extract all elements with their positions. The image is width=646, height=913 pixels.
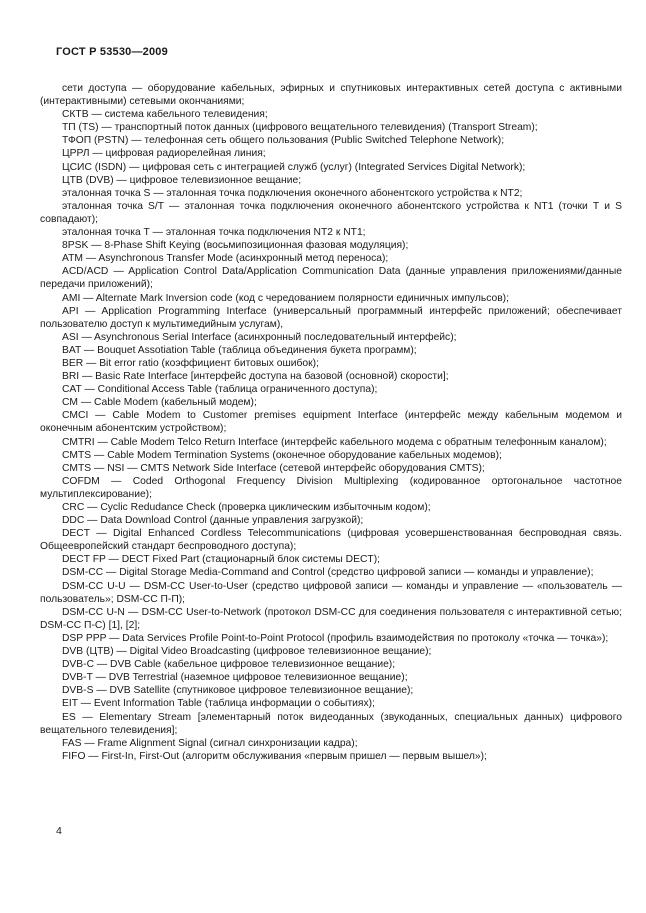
list-item: ЦСИС (ISDN) — цифровая сеть с интеграцией служб (услуг) (Integrated Services Digital Network); (62, 161, 526, 173)
list-item: BER — Bit error ratio (коэффициент битовых ошибок); (62, 357, 319, 369)
list-item: BAT — Bouquet Assotiation Table (таблица объединения букета программ); (62, 344, 417, 356)
list-item: CAT — Conditional Access Table (таблица ограниченного доступа); (62, 384, 378, 396)
list-item: AMI — Alternate Mark Inversion code (код с чередованием полярности единичных импульсов); (62, 292, 509, 304)
list-item: СКТВ — система кабельного телевидения; (62, 109, 268, 121)
list-item: CMCI — Cable Modem to Customer premises equipment Interface (интерфейс между кабельным модемом и оконечным абонентским устройством); (40, 410, 622, 435)
list-item: CMTRI — Cable Modem Telco Return Interface (интерфейс кабельного модема с обратным телефонным каналом); (62, 436, 607, 448)
list-item: DVB-T — DVB Terrestrial (наземное цифровое телевизионное вещание); (62, 672, 408, 684)
list-item: FIFO — First-In, First-Out (алгоритм обслуживания «первым пришел — первым вышел»); (62, 750, 487, 762)
list-item: DECT — Digital Enhanced Cordless Telecommunications (цифровая усовершенствованная беспроводная связь. Общеевропейский стандарт беспроводного доступа); (40, 528, 622, 553)
list-item: 8PSK — 8-Phase Shift Keying (восьмипозиционная фазовая модуляция); (62, 240, 409, 252)
list-item: эталонная точка Т — эталонная точка подключения NT2 к NT1; (62, 227, 366, 239)
list-item: DSM-CC U-N — DSM-CC User-to-Network (протокол DSM-CC для соединения пользователя с интерактивной сетью; DSM-CC П-С) [1], [2]; (40, 606, 622, 631)
list-item: CMTS — Cable Modem Termination Systems (оконечное оборудование кабельных модемов); (62, 449, 502, 461)
list-item: ТП (TS) — транспортный поток данных (цифрового вещательного телевидения) (Transport Stream); (62, 122, 538, 134)
list-item: DSM-CC — Digital Storage Media-Command and Control (средство цифровой записи — команды и управление); (62, 567, 594, 579)
list-item: ES — Elementary Stream [элементарный поток видеоданных (звукоданных, специальных данных) цифрового вещательного телевидения]; (40, 711, 622, 736)
list-item: ATM — Asynchronous Transfer Mode (асинхронный метод переноса); (62, 253, 389, 265)
list-item: сети доступа — оборудование кабельных, эфирных и спутниковых интерактивных сетей доступа с активными (интерактивными) сетевыми окончаниями; (40, 83, 622, 108)
page-number: 4 (56, 825, 62, 837)
list-item: ASI — Asynchronous Serial Interface (асинхронный последовательный интерфейс); (62, 331, 457, 343)
document-header: ГОСТ Р 53530—2009 (56, 46, 168, 58)
list-item: CM — Cable Modem (кабельный модем); (62, 397, 257, 409)
list-item: эталонная точка S/T — эталонная точка подключения оконечного абонентского устройства к NT1 (точки Т и S совпадают); (40, 200, 622, 225)
list-item: ЦРРЛ — цифровая радиорелейная линия; (62, 148, 266, 160)
list-item: DDC — Data Download Control (данные управления загрузкой); (62, 515, 364, 527)
list-item: DSM-CC U-U — DSM-CC User-to-User (средство цифровой записи — команды и управление — «пользователь — пользователь»; DSM-CC П-П); (40, 580, 622, 605)
list-item: EIT — Event Information Table (таблица информации о событиях); (62, 698, 375, 710)
list-item: ЦТВ (DVB) — цифровое телевизионное вещание; (62, 174, 302, 186)
list-item: ТФОП (PSTN) — телефонная сеть общего пользования (Public Switched Telephone Network); (62, 135, 505, 147)
list-item: DVB (ЦТВ) — Digital Video Broadcasting (цифровое телевизионное вещание); (62, 646, 432, 658)
list-item: CRC — Cyclic Redudance Check (проверка циклическим избыточным кодом); (62, 502, 431, 513)
list-item: DSP PPP — Data Services Profile Point-to-Point Protocol (профиль взаимодействия по протоколу «точка — точка»); (62, 632, 609, 644)
list-item: COFDM — Coded Orthogonal Frequency Division Multiplexing (кодированное ортогональное частотное мультиплексирование); (40, 475, 622, 500)
list-item: FAS — Frame Alignment Signal (сигнал синхронизации кадра); (62, 737, 358, 749)
list-item: BRI — Basic Rate Interface [интерфейс доступа на базовой (основной) скорости]; (62, 371, 449, 383)
list-item: DVB-S — DVB Satellite (спутниковое цифровое телевизионное вещание); (62, 685, 414, 697)
list-item: DECT FP — DECT Fixed Part (стационарный блок системы DECT); (62, 554, 380, 566)
list-item: DVB-C — DVB Cable (кабельное цифровое телевизионное вещание); (62, 659, 396, 671)
list-item: эталонная точка S — эталонная точка подключения оконечного абонентского устройства к NT2; (62, 187, 523, 199)
list-item: ACD/ACD — Application Control Data/Application Communication Data (данные управления приложениями/данные передачи приложений); (40, 266, 622, 291)
list-item: CMTS — NSI — CMTS Network Side Interface (сетевой интерфейс оборудования CMTS); (62, 462, 485, 474)
list-item: API — Application Programming Interface (универсальный программный интерфейс приложений; обеспечивает пользователю доступ к мультимедийным услугам), (40, 305, 622, 330)
abbreviation-list (40, 82, 622, 763)
